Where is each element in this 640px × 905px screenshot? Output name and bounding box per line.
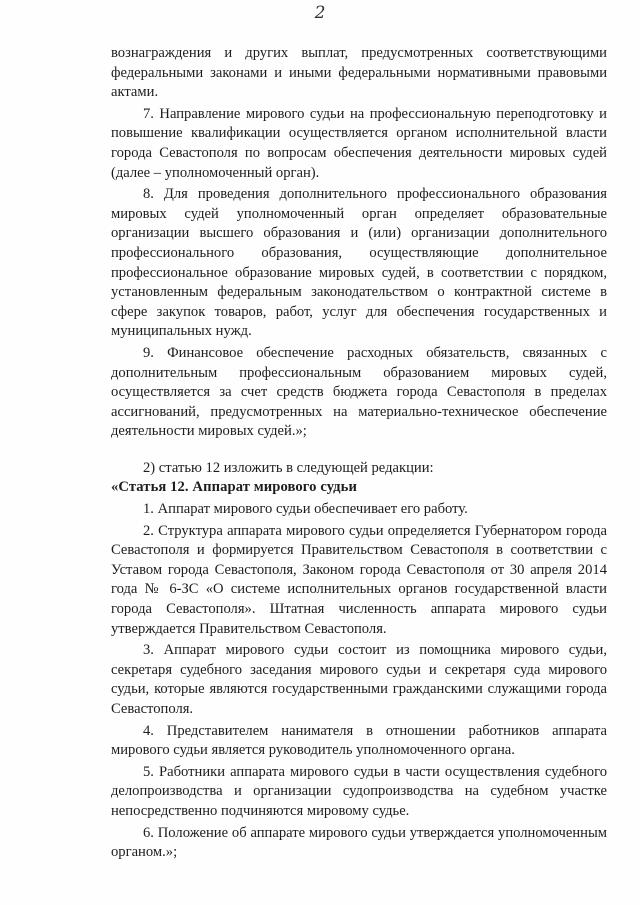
paragraph-item-7: 7. Направление мирового судьи на профессиональную переподготовку и повышение квалификации осуществляется органом исполнительной власти города Севастополя по вопросам обеспечения деятельности мировых судей (далее – уполномоченный орган). (111, 105, 607, 181)
document-body (111, 44, 607, 863)
article-12-heading: «Статья 12. Аппарат мирового судьи (111, 479, 357, 496)
article-12-part-4: 4. Представителем нанимателя в отношении работников аппарата мирового судьи является руководитель уполномоченного органа. (111, 722, 607, 759)
article-12-part-5: 5. Работники аппарата мирового судьи в части осуществления судебного делопроизводства и организации судопроизводства на судебном участке непосредственно подчиняются мировому судье. (111, 763, 607, 819)
article-12-part-3: 3. Аппарат мирового судьи состоит из помощника мирового судьи, секретаря судебного заседания мирового судьи и секретаря суда мирового судьи, которые являются государственными гражданскими служащими города Севастополя. (111, 642, 607, 717)
article-12-part-1: 1. Аппарат мирового судьи обеспечивает его работу. (143, 501, 468, 518)
page-number: 2 (314, 3, 326, 23)
article-12-part-6: 6. Положение об аппарате мирового судьи утверждается уполномоченным органом.»; (111, 824, 607, 861)
paragraph-item-9: 9. Финансовое обеспечение расходных обязательств, связанных с дополнительным профессиональным образованием мировых судей, осуществляется за счет средств бюджета города Севастополя в пределах ассигнований, предусмотренных на материально-техническое обеспечение деятельности мировых судей.»; (111, 344, 607, 440)
paragraph-amendment-2: 2) статью 12 изложить в следующей редакции: (143, 459, 434, 476)
paragraph-continuation: вознаграждения и других выплат, предусмотренных соответствующими федеральными законами и иными федеральными нормативными правовыми актами. (111, 45, 607, 101)
paragraph-item-8: 8. Для проведения дополнительного профессионального образования мировых судей уполномоченный орган определяет образовательные организации высшего образования и (или) организации дополнительного профессионального образования, осуществляющие дополнительное профессиональное образование мировых судей, в соответствии с порядком, установленным федеральным законодательством о контрактной системе в сфере закупок товаров, работ, услуг для обеспечения государственных и муниципальных нужд. (111, 186, 607, 340)
article-12-part-2: 2. Структура аппарата мирового судьи определяется Губернатором города Севастополя и формируется Правительством Севастополя в соответствии с Уставом города Севастополя, Законом города Севастополя от 30 апреля 2014 года № 6-ЗС «О системе исполнительных органов государственной власти города Севастополя». Штатная численность аппарата мирового судьи утверждается Правительством Севастополя. (111, 522, 607, 637)
